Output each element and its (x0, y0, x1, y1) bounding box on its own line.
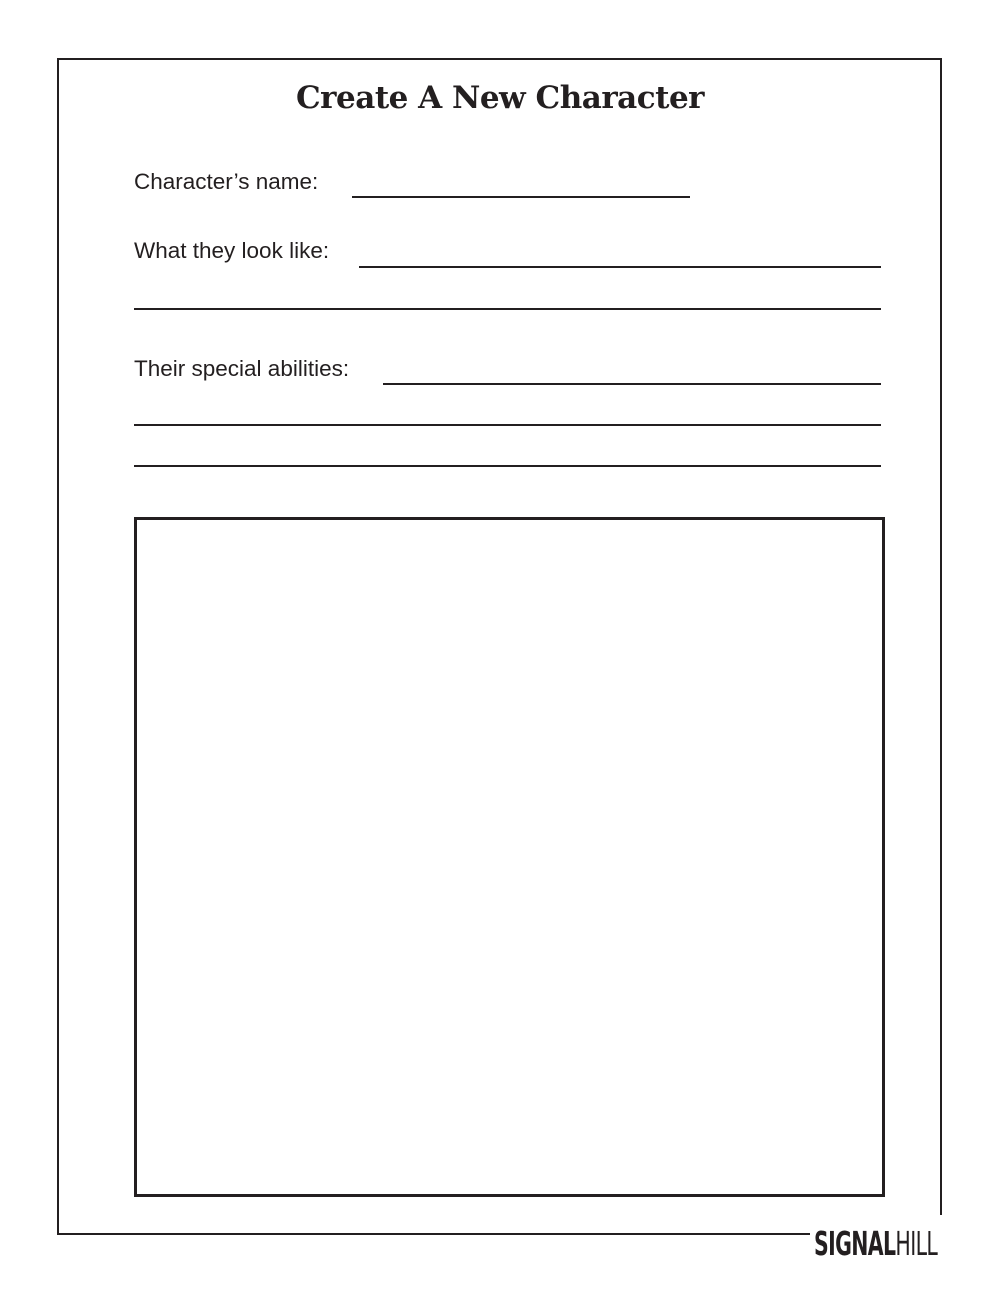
page-frame-bottom-border (57, 1233, 810, 1235)
logo-text-signal: SIGNAL (814, 1224, 896, 1263)
character-drawing-box[interactable] (134, 517, 885, 1197)
character-name-line[interactable] (352, 196, 690, 198)
signal-hill-logo (814, 1207, 937, 1263)
page-frame-top-border (57, 58, 942, 60)
abilities-label: Their special abilities: (134, 356, 350, 381)
page-frame-left-border (57, 58, 59, 1235)
abilities-line-3[interactable] (134, 465, 881, 467)
appearance-label: What they look like: (134, 238, 330, 263)
appearance-line-1[interactable] (359, 266, 881, 268)
abilities-line-1[interactable] (383, 383, 881, 385)
character-name-label: Character’s name: (134, 169, 319, 194)
page-frame-right-border (940, 58, 942, 1215)
logo-text-hill: HILL (895, 1224, 938, 1263)
appearance-line-2[interactable] (134, 308, 881, 310)
worksheet-title: Create A New Character (296, 80, 704, 116)
abilities-line-2[interactable] (134, 424, 881, 426)
